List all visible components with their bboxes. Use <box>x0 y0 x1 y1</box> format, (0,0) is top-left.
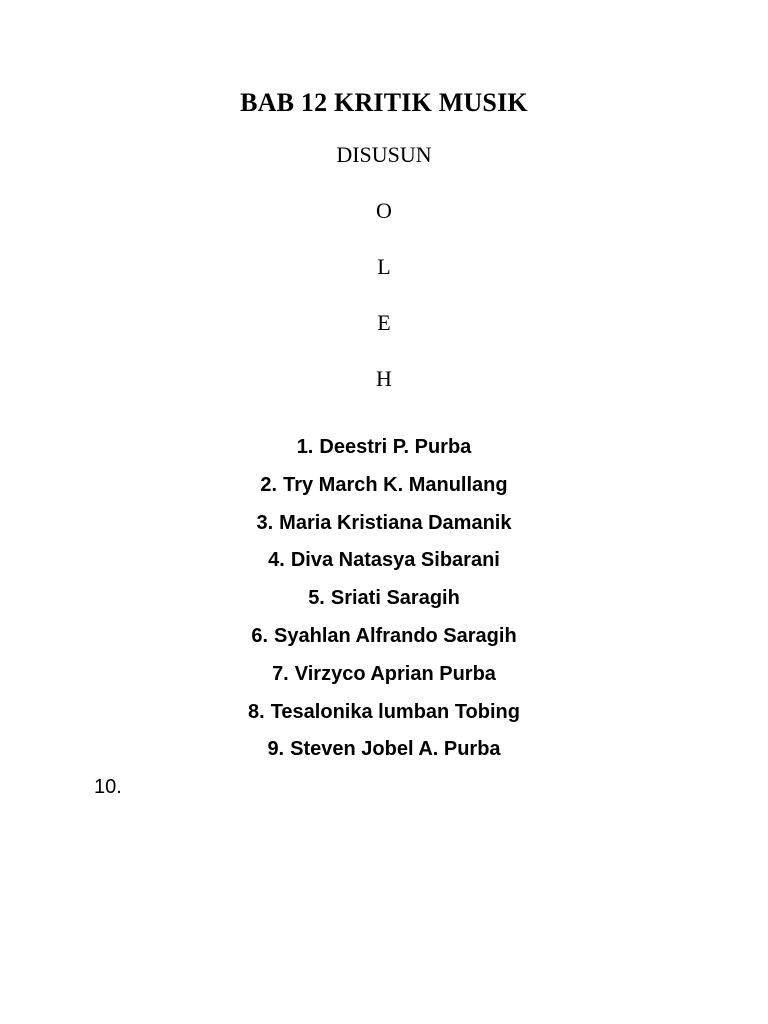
trailing-list-number: 10. <box>94 776 122 798</box>
author-name: Tesalonika lumban Tobing <box>270 700 520 723</box>
author-name: Deestri P. Purba <box>319 436 472 458</box>
author-item <box>0 505 768 543</box>
author-item <box>0 694 768 732</box>
subtitle-disusun: DISUSUN <box>336 142 432 167</box>
author-name: Maria Kristiana Damanik <box>279 511 512 534</box>
oleh-letter-o: O <box>376 198 392 223</box>
author-item <box>0 542 768 580</box>
author-name: Try March K. Manullang <box>283 473 508 496</box>
author-number: 2. <box>260 473 278 496</box>
author-number: 3. <box>256 511 274 534</box>
author-item <box>0 467 768 505</box>
oleh-letter-l: L <box>377 254 391 279</box>
author-name: Diva Natasya Sibarani <box>290 549 500 572</box>
author-number: 9. <box>267 738 285 761</box>
author-list <box>0 429 768 769</box>
author-name: Steven Jobel A. Purba <box>290 738 501 761</box>
author-item <box>0 429 768 467</box>
author-number: 8. <box>248 700 265 723</box>
author-number: 6. <box>251 624 269 647</box>
author-item <box>0 656 768 694</box>
author-number: 5. <box>308 587 325 610</box>
oleh-letter-h: H <box>376 366 392 391</box>
author-item <box>0 618 768 656</box>
author-item <box>0 731 768 769</box>
author-name: Syahlan Alfrando Saragih <box>274 624 517 647</box>
author-number: 1. <box>296 436 314 458</box>
author-name: Sriati Saragih <box>330 587 460 610</box>
author-name: Virzyco Aprian Purba <box>294 662 496 685</box>
document-title: BAB 12 KRITIK MUSIK <box>240 88 528 117</box>
author-number: 4. <box>268 549 285 572</box>
oleh-letter-e: E <box>377 310 391 335</box>
author-number: 7. <box>272 662 289 685</box>
author-item <box>0 580 768 618</box>
